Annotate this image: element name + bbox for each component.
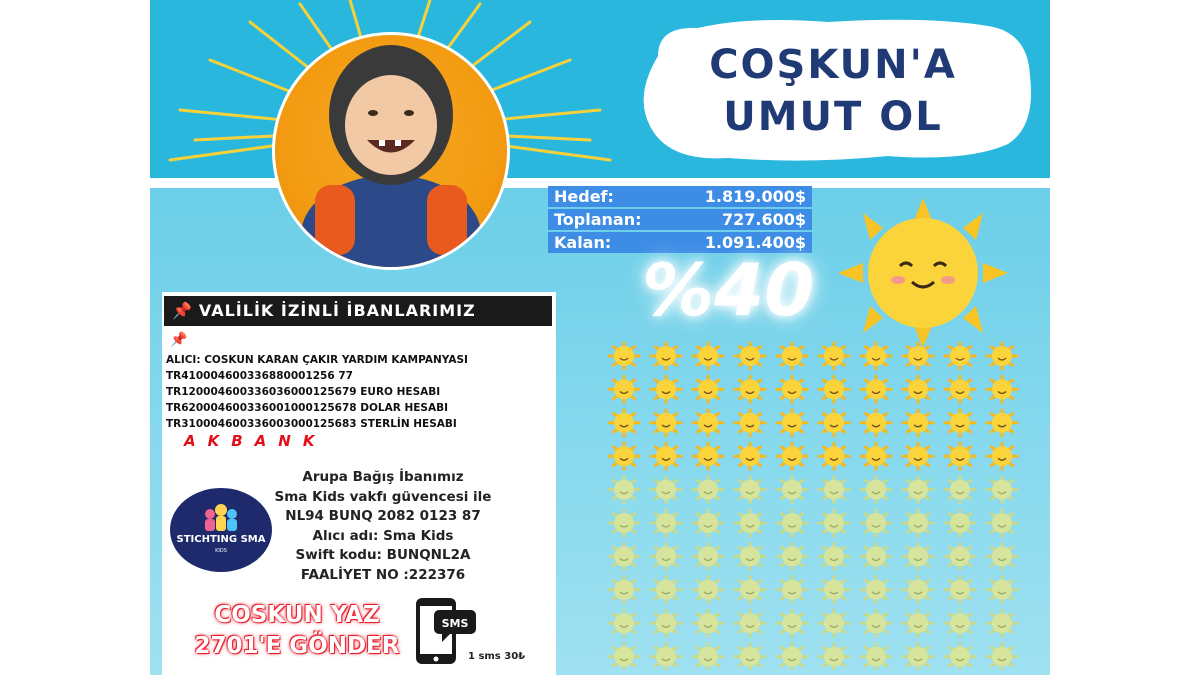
sun-icon-filled [819, 376, 849, 402]
sun-icon-empty [693, 510, 723, 536]
sun-icon-filled [903, 343, 933, 369]
title [628, 16, 1038, 166]
sun-icon-empty [777, 477, 807, 503]
sun-icon-empty [651, 543, 681, 569]
sun-icon-empty [609, 644, 639, 670]
sun-icon-filled [777, 376, 807, 402]
stat-collected-value: 727.600$ [721, 210, 806, 229]
sun-icon-empty [609, 610, 639, 636]
sun-icon-empty [945, 577, 975, 603]
sun-icon-filled [693, 443, 723, 469]
child-photo [272, 32, 510, 270]
sun-icon-empty [693, 477, 723, 503]
sun-icon-filled [735, 343, 765, 369]
stat-goal [548, 186, 812, 207]
stat-collected [548, 209, 812, 230]
title-line-1: COŞKUN'A [709, 42, 957, 88]
sun-icon-filled [861, 443, 891, 469]
campaign-poster [150, 0, 1050, 675]
europe-donation-info [268, 468, 498, 585]
sun-icon-empty [903, 510, 933, 536]
sun-icon-empty [861, 543, 891, 569]
sun-icon-filled [987, 376, 1017, 402]
sun-icon-empty [735, 644, 765, 670]
sun-icon-empty [735, 510, 765, 536]
sun-icon-empty [693, 644, 723, 670]
sun-icon-empty [861, 644, 891, 670]
sun-icon-filled [945, 376, 975, 402]
sms-line-1: COSKUN YAZ [214, 602, 380, 628]
europe-line: Arupa Bağış İbanımız [302, 469, 464, 485]
sun-icon-filled [735, 410, 765, 436]
sun-icon-empty [819, 543, 849, 569]
sun-icon-filled [945, 443, 975, 469]
sun-icon-filled [903, 376, 933, 402]
sun-icon-empty [903, 543, 933, 569]
stichting-sma-logo [170, 488, 272, 572]
sun-icon-filled [777, 410, 807, 436]
sun-icon-filled [735, 443, 765, 469]
stats-box [548, 186, 812, 255]
sun-icon-empty [819, 577, 849, 603]
sun-icon-empty [693, 610, 723, 636]
sms-icon-label: SMS [441, 617, 469, 630]
sun-icon-empty [987, 510, 1017, 536]
sun-icon-empty [777, 510, 807, 536]
sun-icon-filled [861, 376, 891, 402]
europe-line: NL94 BUNQ 2082 0123 87 [285, 508, 481, 524]
sun-icon-filled [651, 410, 681, 436]
stat-remaining-label: Kalan: [554, 233, 612, 252]
sun-icon-empty [651, 610, 681, 636]
sun-icon-filled [819, 443, 849, 469]
logo-name: STICHTING SMA [176, 534, 266, 545]
sun-icon-empty [609, 477, 639, 503]
sun-icon-empty [819, 644, 849, 670]
sun-icon-filled [735, 376, 765, 402]
sun-icon-empty [945, 477, 975, 503]
sun-icon-filled [945, 343, 975, 369]
stat-remaining-value: 1.091.400$ [704, 233, 806, 252]
sun-icon-empty [861, 577, 891, 603]
sun-icon-empty [777, 543, 807, 569]
europe-line: Alıcı adı: Sma Kids [312, 527, 454, 544]
sun-icon-empty [651, 577, 681, 603]
sms-line-2: 2701'E GÖNDER [194, 633, 400, 659]
sun-icon-empty [609, 543, 639, 569]
stat-collected-label: Toplanan: [554, 210, 642, 229]
sun-icon-filled [819, 343, 849, 369]
progress-sun-grid [604, 340, 1024, 670]
sun-icon-filled [609, 443, 639, 469]
sun-icon-empty [945, 510, 975, 536]
sun-icon-empty [903, 644, 933, 670]
sun-icon-empty [693, 577, 723, 603]
smiling-sun-icon [838, 198, 1008, 348]
iban-heading-text: VALİLİK İZİNLİ İBANLARIMIZ [198, 301, 476, 320]
sun-icon-empty [777, 610, 807, 636]
sun-icon-empty [651, 644, 681, 670]
sun-icon-empty [945, 543, 975, 569]
sun-icon-filled [609, 343, 639, 369]
sun-icon-empty [735, 577, 765, 603]
sun-icon-filled [861, 410, 891, 436]
progress-percent: %40 [642, 248, 815, 332]
sun-icon-empty [609, 510, 639, 536]
sun-icon-empty [777, 577, 807, 603]
sun-icon-filled [987, 343, 1017, 369]
sun-icon-filled [861, 343, 891, 369]
sms-price: 1 sms 30₺ [468, 651, 526, 662]
sun-icon-filled [651, 443, 681, 469]
sun-icon-filled [777, 343, 807, 369]
sun-icon-empty [987, 577, 1017, 603]
europe-line: Swift kodu: BUNQNL2A [295, 547, 471, 563]
sun-icon-filled [777, 443, 807, 469]
sun-icon-filled [903, 443, 933, 469]
sun-icon-empty [777, 644, 807, 670]
iban-sterling: TR310004600336003000125683 STERLİN HESABI [166, 418, 457, 430]
iban-recipient: ALICI: COSKUN KARAN ÇAKIR YARDIM KAMPANYASI [166, 354, 468, 366]
sun-icon-empty [987, 644, 1017, 670]
sun-icon-filled [693, 410, 723, 436]
sun-icon-filled [693, 376, 723, 402]
iban-heading [164, 296, 552, 326]
sun-icon-empty [735, 543, 765, 569]
sun-icon-empty [987, 543, 1017, 569]
sun-icon-filled [987, 410, 1017, 436]
sun-icon-filled [651, 376, 681, 402]
sun-icon-empty [861, 477, 891, 503]
sms-instruction [182, 600, 412, 662]
sun-icon-empty [903, 577, 933, 603]
sun-icon-filled [609, 410, 639, 436]
sun-icon-filled [903, 410, 933, 436]
sun-icon-empty [651, 477, 681, 503]
sun-icon-filled [945, 410, 975, 436]
sun-icon-empty [819, 477, 849, 503]
sun-icon-empty [987, 610, 1017, 636]
iban-tl: TR410004600336880001256 77 [166, 370, 353, 382]
sun-icon-empty [819, 610, 849, 636]
bank-name: AKBANK [184, 432, 327, 450]
iban-dollar: TR620004600336001000125678 DOLAR HESABI [166, 402, 449, 414]
iban-list [166, 352, 468, 432]
sun-icon-empty [945, 644, 975, 670]
pin-icon: 📌 [170, 332, 188, 348]
stat-goal-value: 1.819.000$ [704, 187, 806, 206]
sun-icon-empty [609, 577, 639, 603]
sun-icon-filled [987, 443, 1017, 469]
sun-icon-empty [819, 510, 849, 536]
logo-sub: KIDS [215, 548, 227, 554]
sun-icon-empty [861, 610, 891, 636]
sun-icon-empty [861, 510, 891, 536]
sun-icon-filled [609, 376, 639, 402]
sun-icon-filled [651, 343, 681, 369]
sun-icon-empty [735, 477, 765, 503]
sun-icon-empty [735, 610, 765, 636]
sun-icon-empty [987, 477, 1017, 503]
stat-goal-label: Hedef: [554, 187, 614, 206]
sun-icon-empty [945, 610, 975, 636]
title-line-2: UMUT OL [723, 94, 943, 140]
sun-icon-filled [693, 343, 723, 369]
pin-icon: 📌 [172, 301, 193, 320]
europe-line: Sma Kids vakfı güvencesi ile [274, 488, 492, 505]
iban-euro: TR120004600336036000125679 EURO HESABI [166, 386, 441, 398]
people-icon [170, 488, 272, 536]
sun-icon-empty [903, 610, 933, 636]
sun-icon-empty [903, 477, 933, 503]
sun-icon-empty [693, 543, 723, 569]
sun-icon-filled [819, 410, 849, 436]
sun-icon-empty [651, 510, 681, 536]
europe-line: FAALİYET NO :222376 [300, 566, 466, 583]
